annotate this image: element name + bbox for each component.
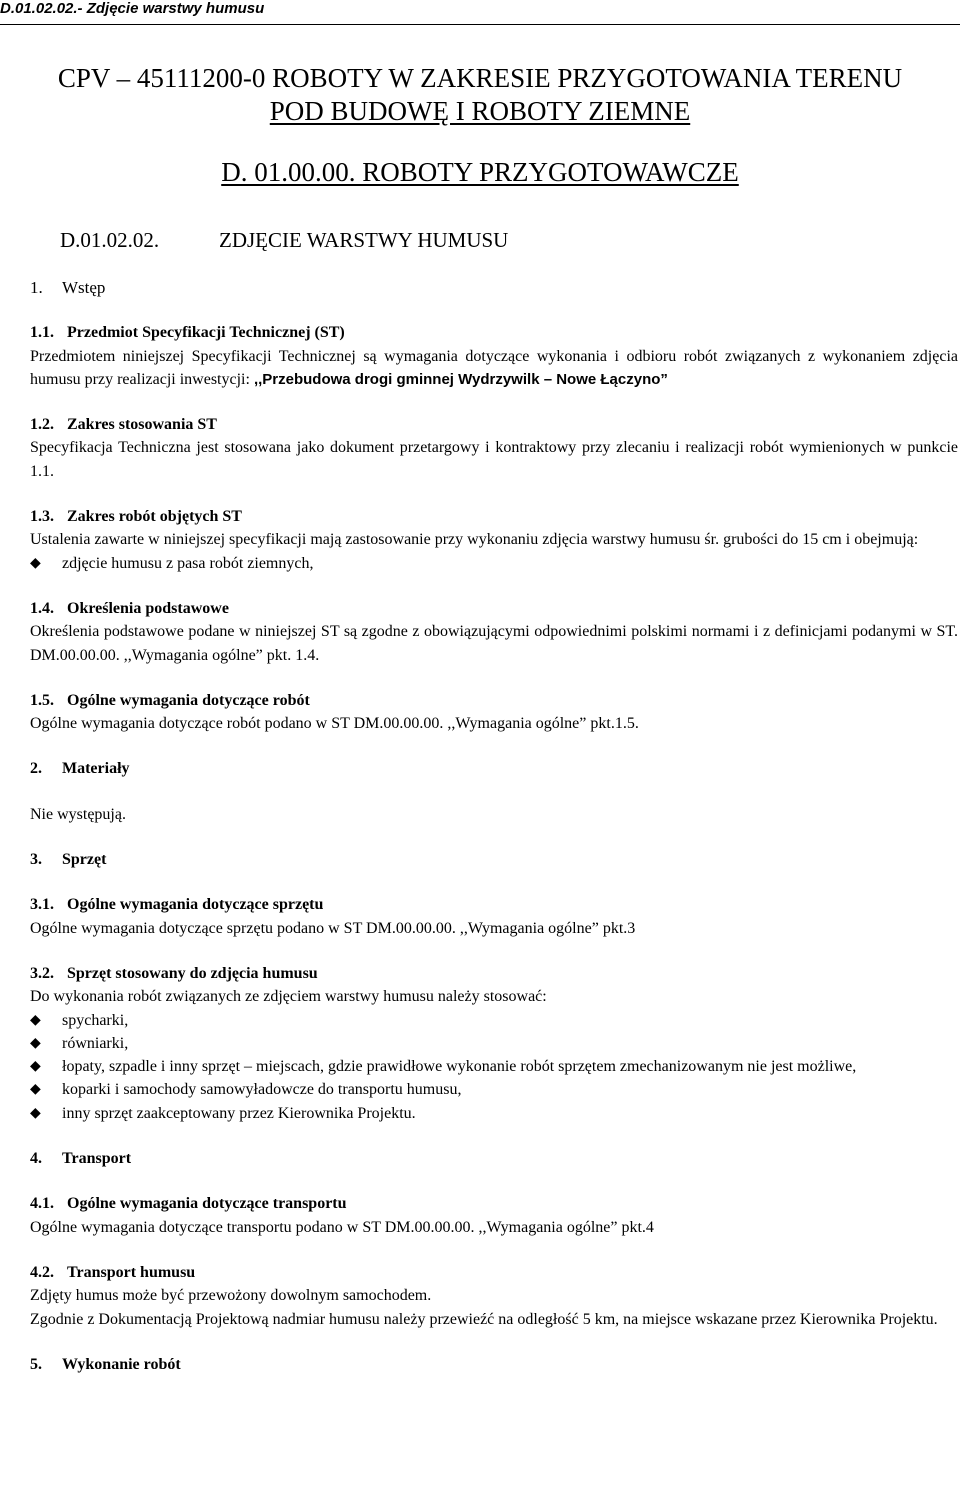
section-1-5-heading bbox=[30, 689, 958, 712]
section-title: Ogólne wymagania dotyczące sprzętu bbox=[67, 896, 324, 914]
section-4-1-heading bbox=[30, 1192, 958, 1215]
list-item-text: zdjęcie humusu z pasa robót ziemnych, bbox=[62, 554, 314, 572]
section-title: Ogólne wymagania dotyczące transportu bbox=[67, 1195, 347, 1213]
running-header: D.01.02.02.- Zdjęcie warstwy humusu bbox=[0, 0, 265, 17]
section-number: 3.2. bbox=[30, 964, 54, 982]
list-item bbox=[30, 552, 958, 575]
document-title bbox=[0, 62, 960, 128]
section-title: Zakres stosowania ST bbox=[67, 416, 217, 434]
section-number: 3. bbox=[30, 851, 42, 869]
section-number: 1. bbox=[30, 278, 43, 297]
section-4-1-text: Ogólne wymagania dotyczące transportu podano w ST DM.00.00.00. ,,Wymagania ogólne” pkt.4 bbox=[30, 1218, 654, 1236]
section-1-5-text: Ogólne wymagania dotyczące robót podano w ST DM.00.00.00. ,,Wymagania ogólne” pkt.1.5. bbox=[30, 715, 639, 733]
list-item-text: koparki i samochody samowyładowcze do transportu humusu, bbox=[62, 1081, 462, 1099]
section-4-2-text-2: Zgodnie z Dokumentacją Projektową nadmiar humusu należy przewieźć na odległość 5 km, na miejsce wskazane przez Kierownika Projektu. bbox=[30, 1310, 938, 1328]
section-title: Sprzęt bbox=[62, 851, 107, 869]
section-number: 5. bbox=[30, 1355, 42, 1373]
section-title: Zakres robót objętych ST bbox=[67, 508, 242, 526]
section-number: 1.4. bbox=[30, 599, 54, 617]
section-number: 1.1. bbox=[30, 324, 54, 342]
section-title: Transport humusu bbox=[67, 1263, 196, 1281]
equipment-list bbox=[30, 1009, 958, 1125]
section-title: Określenia podstawowe bbox=[67, 599, 229, 617]
list-item bbox=[30, 1055, 958, 1078]
section-title: Transport bbox=[62, 1150, 132, 1168]
diamond-bullet-icon: ◆ bbox=[30, 1059, 41, 1075]
section-1-3-text: Ustalenia zawarte w niniejszej specyfikacji mają zastosowanie przy wykonaniu zdjęcia warstwy humusu śr. grubości do 15 cm i obejmują: bbox=[30, 531, 919, 549]
section-title: Ogólne wymagania dotyczące robót bbox=[67, 691, 310, 709]
section-number: 4.2. bbox=[30, 1263, 54, 1281]
document-body bbox=[30, 276, 958, 1376]
list-item bbox=[30, 1102, 958, 1125]
section-4-heading bbox=[30, 1147, 958, 1170]
list-item bbox=[30, 1032, 958, 1055]
title-line-1: CPV – 45111200-0 ROBOTY W ZAKRESIE PRZYGOTOWANIA TERENU bbox=[57, 63, 903, 93]
diamond-bullet-icon: ◆ bbox=[30, 1012, 41, 1028]
list-item bbox=[30, 1009, 958, 1032]
section-heading-text: D. 01.00.00. ROBOTY PRZYGOTOWAWCZE bbox=[221, 157, 739, 187]
list-item-text: łopaty, szpadle i inny sprzęt – miejscach, gdzie prawidłowe wykonanie robót sprzętem zmechanizowanym nie jest możliwe, bbox=[62, 1058, 857, 1076]
header-rule bbox=[0, 24, 960, 25]
section-number: 1.5. bbox=[30, 691, 54, 709]
title-line-2: POD BUDOWĘ I ROBOTY ZIEMNE bbox=[269, 96, 691, 126]
section-4-2-text-1: Zdjęty humus może być przewożony dowolnym samochodem. bbox=[30, 1287, 432, 1305]
paragraph-text: Przedmiotem niniejszej Specyfikacji Technicznej są wymagania dotyczące wykonania i odbioru robót związanych z wykonaniem zdjęcia humusu przy realizacji inwestycji: bbox=[30, 347, 958, 388]
section-1-1-heading bbox=[30, 321, 958, 344]
section-title: Materiały bbox=[62, 760, 130, 778]
section-3-heading bbox=[30, 848, 958, 871]
section-1-4-heading bbox=[30, 597, 958, 620]
section-number: 4.1. bbox=[30, 1195, 54, 1213]
subsection-code: D.01.02.02. bbox=[60, 228, 160, 252]
section-2-heading bbox=[30, 757, 958, 780]
subsection-title: ZDJĘCIE WARSTWY HUMUSU bbox=[219, 228, 509, 252]
section-heading bbox=[0, 157, 960, 188]
diamond-bullet-icon: ◆ bbox=[30, 1035, 41, 1051]
list-item-text: spycharki, bbox=[62, 1011, 129, 1029]
section-title: Wstęp bbox=[62, 278, 106, 297]
diamond-bullet-icon: ◆ bbox=[30, 1105, 41, 1121]
section-1-3-list bbox=[30, 552, 958, 575]
section-title: Wykonanie robót bbox=[62, 1355, 181, 1373]
section-number: 1.2. bbox=[30, 416, 54, 434]
section-3-2-heading bbox=[30, 962, 958, 985]
section-1-2-heading bbox=[30, 413, 958, 436]
investment-name: ,,Przebudowa drogi gminnej Wydrzywilk – Nowe Łączyno” bbox=[253, 370, 668, 388]
section-4-2-heading bbox=[30, 1261, 958, 1284]
section-number: 2. bbox=[30, 760, 42, 778]
section-number: 4. bbox=[30, 1150, 42, 1168]
section-3-1-text: Ogólne wymagania dotyczące sprzętu podano w ST DM.00.00.00. ,,Wymagania ogólne” pkt.3 bbox=[30, 919, 636, 937]
section-1-4-text: Określenia podstawowe podane w niniejszej ST są zgodne z obowiązującymi odpowiednimi polskimi normami i z definicjami podanymi w ST. DM.00.00.00. ,,Wymagania ogólne” pkt. 1.4. bbox=[30, 623, 958, 664]
section-3-2-text: Do wykonania robót związanych ze zdjęciem warstwy humusu należy stosować: bbox=[30, 988, 547, 1006]
section-title: Przedmiot Specyfikacji Technicznej (ST) bbox=[67, 324, 345, 342]
section-1-3-heading bbox=[30, 505, 958, 528]
section-1-1-text bbox=[30, 345, 958, 392]
section-2-text: Nie występują. bbox=[30, 805, 126, 823]
list-item-text: inny sprzęt zaakceptowany przez Kierownika Projektu. bbox=[62, 1104, 416, 1122]
section-number: 1.3. bbox=[30, 508, 54, 526]
section-title: Sprzęt stosowany do zdjęcia humusu bbox=[67, 964, 318, 982]
list-item bbox=[30, 1078, 958, 1101]
section-5-heading bbox=[30, 1353, 958, 1376]
section-number: 3.1. bbox=[30, 896, 54, 914]
diamond-bullet-icon: ◆ bbox=[30, 1082, 41, 1098]
section-1-2-text: Specyfikacja Techniczna jest stosowana jako dokument przetargowy i kontraktowy przy zlecaniu i realizacji robót wymienionych w punkcie 1.1. bbox=[30, 439, 958, 480]
section-1-heading bbox=[30, 276, 958, 299]
section-3-1-heading bbox=[30, 893, 958, 916]
diamond-bullet-icon: ◆ bbox=[30, 555, 41, 571]
list-item-text: równiarki, bbox=[62, 1034, 129, 1052]
